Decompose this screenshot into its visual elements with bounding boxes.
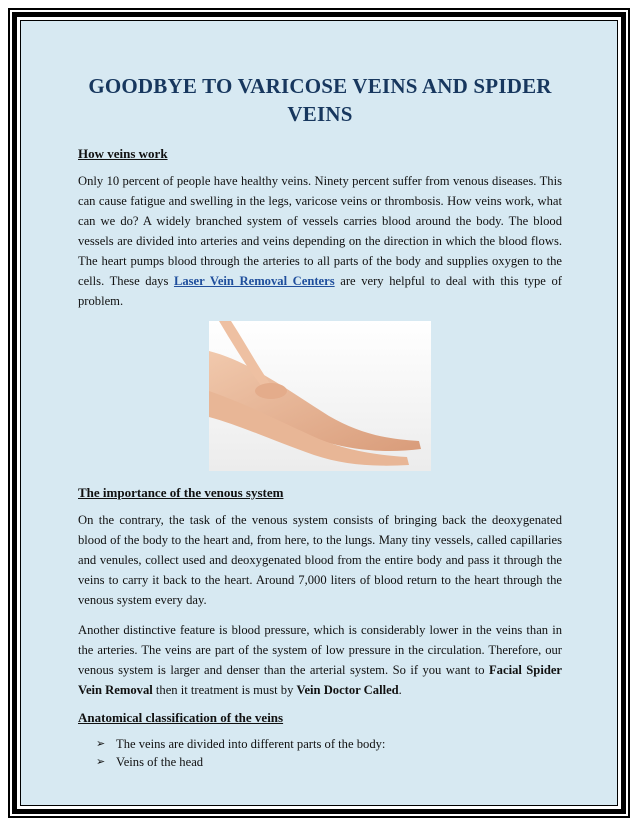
bold-vein-doctor-called: Vein Doctor Called xyxy=(296,683,399,697)
paragraph-how-veins-work xyxy=(78,171,562,311)
heading-venous-system: The importance of the venous system xyxy=(78,485,284,500)
spacer xyxy=(78,471,562,485)
bold-facial-spider-vein-removal: Facial Spider Vein Removal xyxy=(78,663,562,697)
paragraph-text: are very helpful to deal with this type of problem. xyxy=(78,274,562,308)
heading-anatomical-classification: Anatomical classification of the veins xyxy=(78,710,284,725)
list-item xyxy=(96,735,562,753)
legs-illustration xyxy=(209,321,431,471)
bullet-list xyxy=(96,735,562,771)
laser-vein-removal-link[interactable]: Laser Vein Removal Centers xyxy=(173,274,335,288)
paragraph-venous-system: On the contrary, the task of the venous system consists of bringing back the deoxygenated blood of the body to the heart and, from here, to the lungs. Many tiny vessels, called capillaries and venules, collect used and deoxygenated blood from the entire body and pass it through the veins to carry it back to the heart. Around 7,000 liters of blood return to the heart through the venous system every day. xyxy=(78,513,562,607)
arrow-bullet-icon: ➢ xyxy=(96,737,106,750)
paragraph-text: . xyxy=(398,683,402,697)
legs-photo xyxy=(209,321,431,471)
paragraph-blood-pressure xyxy=(78,620,562,700)
paragraph-text: Another distinctive feature is blood pressure, which is considerably lower in the veins than in the arteries. The veins are part of the system of low pressure in the circulation. Therefore, our venous system is larger and denser than the arterial system. So if you want to xyxy=(78,623,562,677)
document-body xyxy=(78,72,562,771)
heading-how-veins-work: How veins work xyxy=(78,146,168,161)
list-item xyxy=(96,753,562,771)
page-title: GOODBYE TO VARICOSE VEINS AND SPIDER VEINS xyxy=(88,74,552,126)
list-item-text: The veins are divided into different parts of the body: xyxy=(116,737,386,751)
paragraph-text: then it treatment is must by xyxy=(152,683,297,697)
list-item-text: Veins of the head xyxy=(116,755,204,769)
arrow-bullet-icon: ➢ xyxy=(96,755,106,768)
paragraph-text: Only 10 percent of people have healthy veins. Ninety percent suffer from venous diseases. This can cause fatigue and swelling in the legs, varicose veins or thrombosis. How veins work, what can we do? A widely branched system of vessels carries blood around the body. The blood vessels are divided into arteries and veins depending on the direction in which the blood flows. The heart pumps blood through the arteries to all parts of the body and supplies oxygen to the cells. These days xyxy=(78,174,562,288)
